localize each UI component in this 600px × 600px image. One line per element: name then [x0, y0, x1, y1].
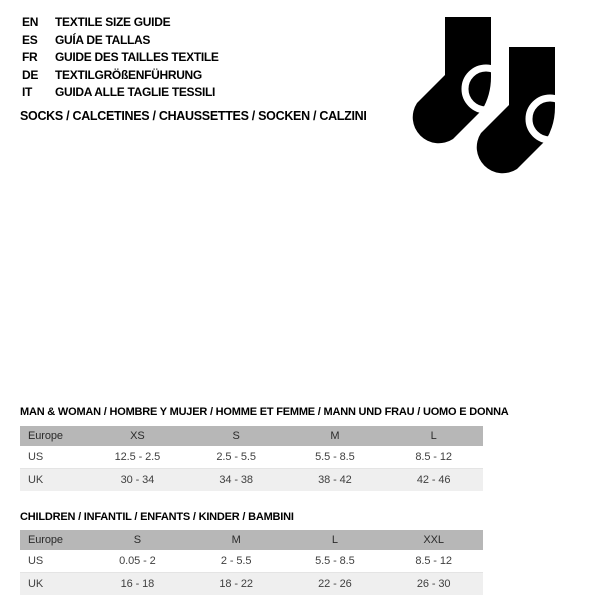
size-cell: 2.5 - 5.5 [187, 446, 286, 469]
region-cell: US [20, 446, 88, 469]
lang-label-es: GUÍA DE TALLAS [55, 32, 151, 47]
column-header-region: Europe [20, 530, 88, 550]
size-cell: 30 - 34 [88, 469, 187, 492]
table-title-man-woman: MAN & WOMAN / HOMBRE Y MUJER / HOMME ET FEMME / MANN UND FRAU / UOMO E DONNA [20, 406, 509, 418]
column-header-l: L [384, 426, 483, 446]
lang-label-en: TEXTILE SIZE GUIDE [55, 15, 171, 29]
size-table-man-woman [20, 426, 483, 491]
size-table-children [20, 530, 483, 595]
size-cell: 38 - 42 [286, 469, 385, 492]
table-row-uk [20, 573, 483, 596]
column-header-s: S [187, 426, 286, 446]
size-cell: 26 - 30 [384, 573, 483, 596]
column-header-region: Europe [20, 426, 88, 446]
table-row-us [20, 446, 483, 469]
column-header-xxl: XXL [384, 530, 483, 550]
lang-code-en: EN [22, 15, 39, 29]
lang-code-de: DE [22, 67, 39, 82]
language-list [22, 14, 219, 102]
column-header-xs: XS [88, 426, 187, 446]
region-cell: UK [20, 469, 88, 492]
lang-code-es: ES [22, 32, 38, 47]
size-cell: 12.5 - 2.5 [88, 446, 187, 469]
column-header-s: S [88, 530, 187, 550]
region-cell: US [20, 550, 88, 573]
lang-code-it: IT [22, 85, 33, 99]
lang-label-de: TEXTILGRÖßENFÜHRUNG [55, 67, 202, 82]
region-cell: UK [20, 573, 88, 596]
size-cell: 5.5 - 8.5 [286, 446, 385, 469]
table-header-row [20, 530, 483, 550]
size-cell: 8.5 - 12 [384, 550, 483, 573]
size-cell: 42 - 46 [384, 469, 483, 492]
socks-icon [404, 15, 580, 197]
lang-label-fr: GUIDE DES TAILLES TEXTILE [55, 50, 219, 64]
size-cell: 0.05 - 2 [88, 550, 187, 573]
table-row-us [20, 550, 483, 573]
size-cell: 8.5 - 12 [384, 446, 483, 469]
table-title-children: CHILDREN / INFANTIL / ENFANTS / KINDER / BAMBINI [20, 511, 294, 523]
size-cell: 5.5 - 8.5 [286, 550, 385, 573]
lang-label-it: GUIDA ALLE TAGLIE TESSILI [55, 85, 216, 99]
column-header-m: M [187, 530, 286, 550]
size-cell: 18 - 22 [187, 573, 286, 596]
size-cell: 2 - 5.5 [187, 550, 286, 573]
table-header-row [20, 426, 483, 446]
lang-code-fr: FR [22, 50, 38, 64]
column-header-l: L [286, 530, 385, 550]
column-header-m: M [286, 426, 385, 446]
size-cell: 22 - 26 [286, 573, 385, 596]
size-cell: 16 - 18 [88, 573, 187, 596]
size-cell: 34 - 38 [187, 469, 286, 492]
table-row-uk [20, 469, 483, 492]
category-line: SOCKS / CALCETINES / CHAUSSETTES / SOCKEN / CALZINI [20, 109, 367, 123]
